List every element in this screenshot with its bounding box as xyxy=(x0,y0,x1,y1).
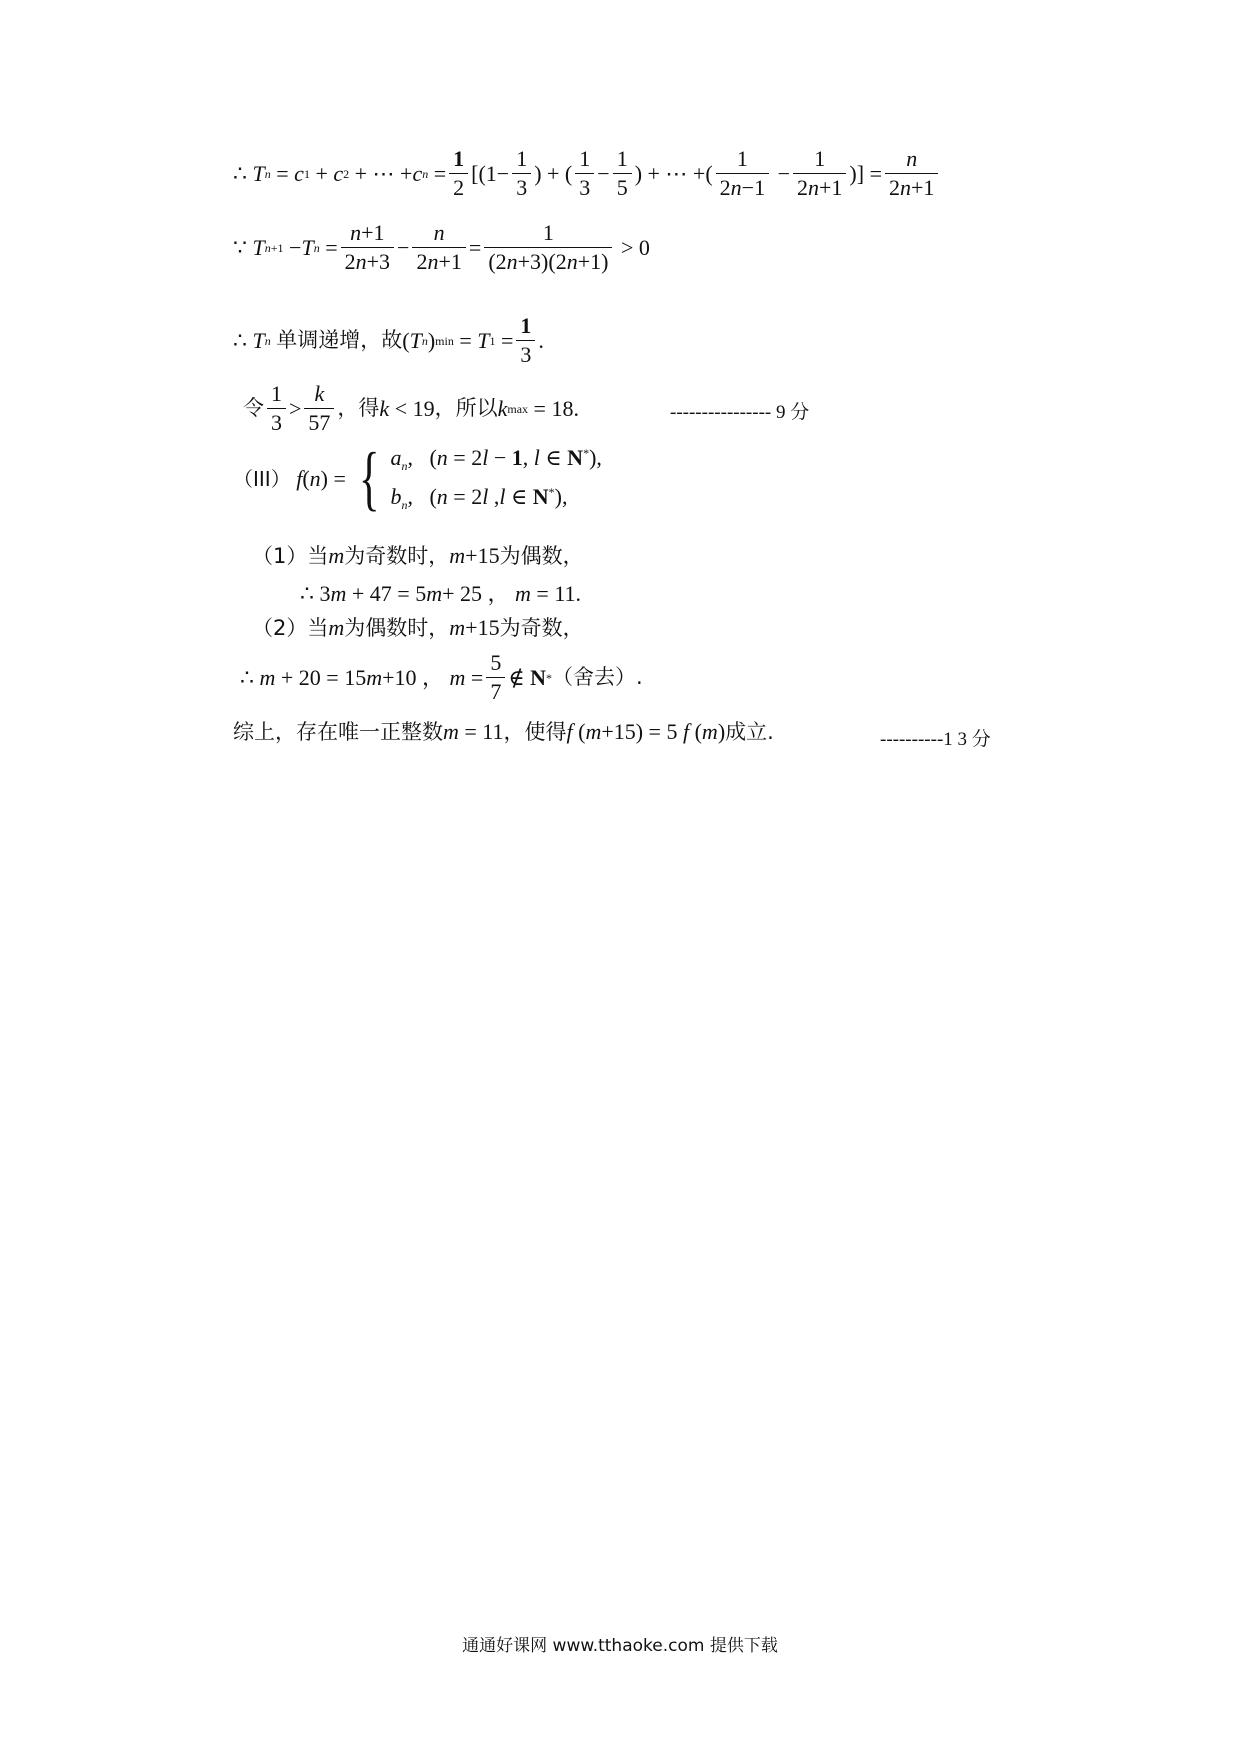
formula-difference: ∵ T n+1 − T n = $\frac{n+1}{2n+3}$ − $\frac{n}{2n+1}$ = $\frac{1}{(2n+3)(2n+1)}$ > 0 xyxy=(233,220,650,274)
footer-source: 通通好课网 www.tthaoke.com 提供下载 xyxy=(462,1636,778,1656)
case-1-result: ∴ 3 m + 47 = 5 m + 25 ， m = 11. xyxy=(300,581,582,606)
case-2-line: （2）当 m 为偶数时， m +15 为奇数， xyxy=(252,615,584,640)
monotonic-line: ∴ T n 单调递增，故 ( T n ) min = T 1 = $\frac{1}{3}$ . xyxy=(233,313,544,367)
conclusion-line: 综上，存在唯一正整数 m = 11 ，使得 f ( m +15) = 5 f ( m ) 成立. xyxy=(233,719,774,744)
score-13: ----------1 3 分 xyxy=(880,729,991,750)
inequality-k-line: 令 $\frac{1}{3}$ > $\frac{k}{57}$ ，得 k < 19 ，所以 k max = 18. xyxy=(243,381,579,435)
piecewise-definition: （III） f ( n ) = { $a_n$, (n = 2l − 1, l ∈ N*), $b_n$, (n = 2l ,l ∈ N*), xyxy=(233,438,602,519)
score-9: ---------------- 9 分 xyxy=(670,402,810,423)
case-2-result: ∴ m + 20 = 15 m +10 ， m = $\frac{5}{7}$ ∉ N * （舍去）. xyxy=(240,650,643,704)
formula-sum-tn: ∴ T n = c 1 + c 2 + ⋯ + c n = $\frac{1}{2}$ [(1− $\frac{1}{3}$ ) + ( $\frac{1}{3}$ − $\frac{1}{5}$ ) + ⋯ +( $\frac{1}{2n-1}$ − $\frac{1}{2n+1}$ )] = $\frac{n}{2n+1}$ xyxy=(233,148,941,199)
case-1-line: （1）当 m 为奇数时， m +15 为偶数， xyxy=(252,543,584,568)
